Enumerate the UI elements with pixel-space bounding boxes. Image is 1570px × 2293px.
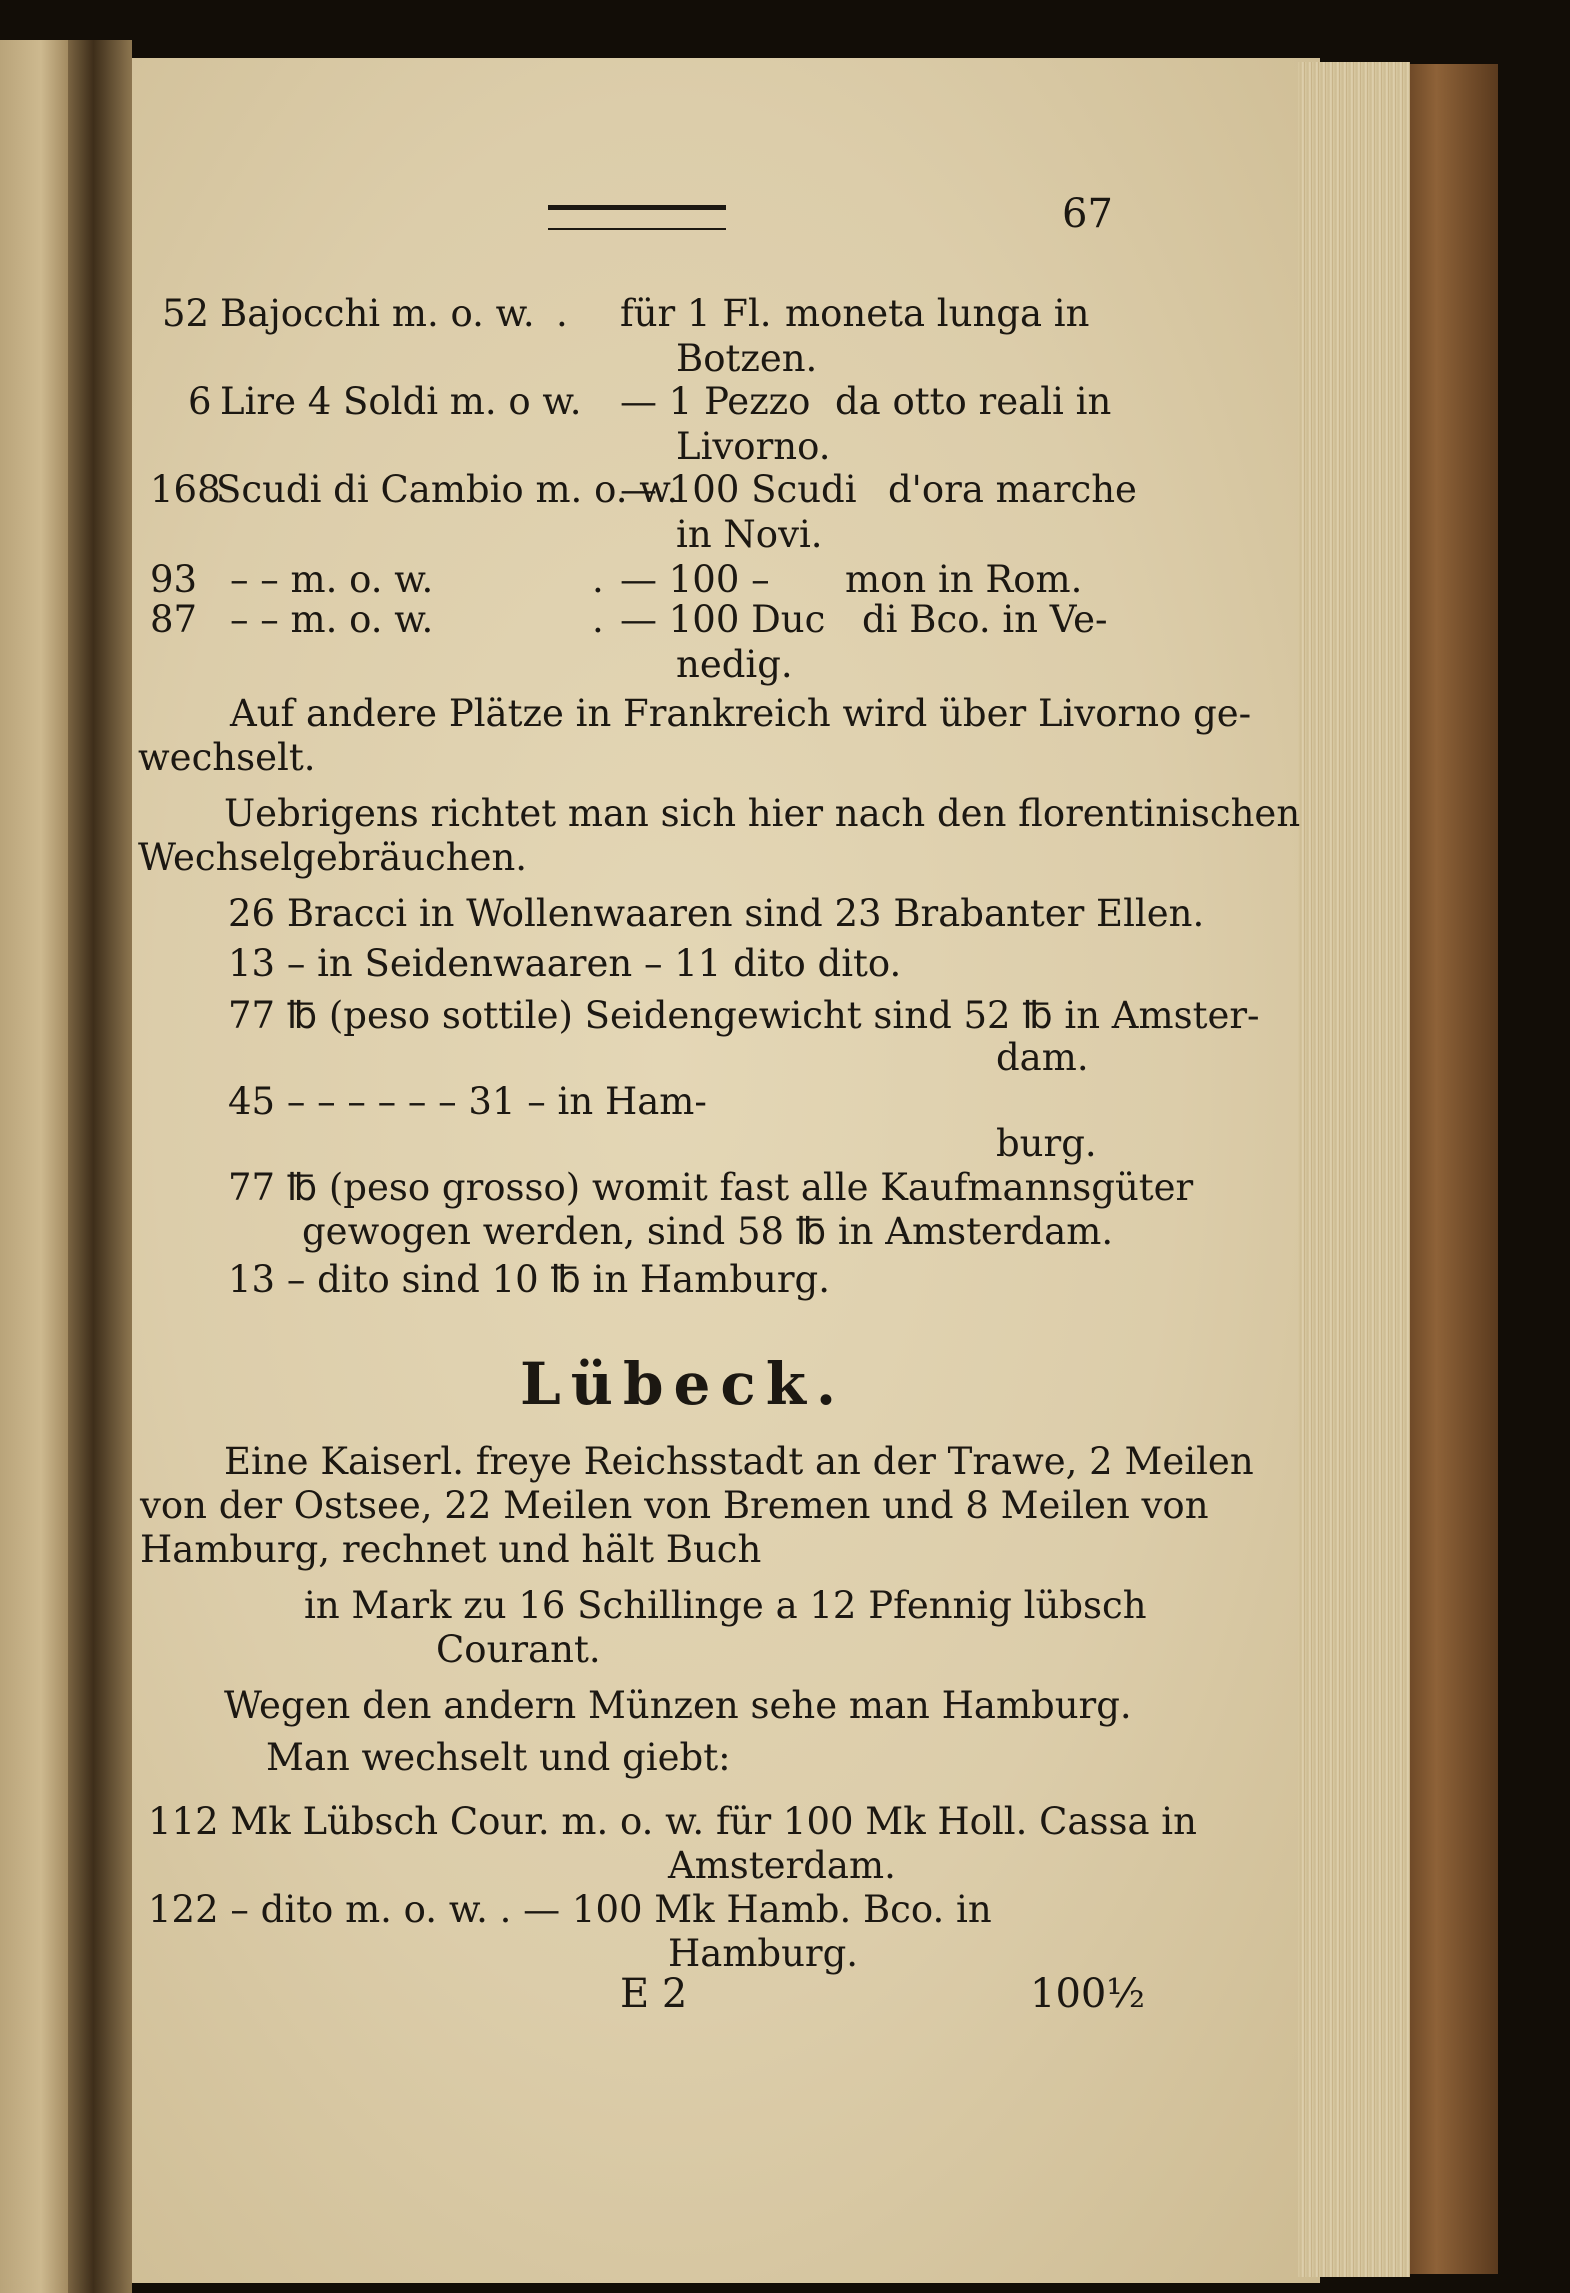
rate-amount: 6 xyxy=(188,380,212,423)
measure-line: 13 – in Seidenwaaren – 11 dito dito. xyxy=(228,942,902,985)
measure-line: 26 Bracci in Wollenwaaren sind 23 Brabanter Ellen. xyxy=(228,892,1205,935)
lubeck-intro-line: Hamburg, rechnet und hält Buch xyxy=(140,1528,762,1571)
rate-target: mon in Rom. xyxy=(845,558,1083,601)
lubeck-intro-line: von der Ostsee, 22 Meilen von Bremen und 8 Meilen von xyxy=(140,1484,1209,1527)
lubeck-intro-line: Eine Kaiserl. freye Reichsstadt an der Trawe, 2 Meilen xyxy=(224,1440,1254,1483)
rate-amount: 87 xyxy=(150,598,198,641)
note-customs-cont: Wechselgebräuchen. xyxy=(138,836,528,879)
lubeck-exchange-intro: Man wechselt und giebt: xyxy=(266,1736,731,1779)
rate-currency: Scudi di Cambio m. o. w. xyxy=(216,468,679,511)
rate-separator: . xyxy=(592,558,604,601)
exchange-row-cont: Amsterdam. xyxy=(668,1844,896,1887)
rate-row xyxy=(0,378,1570,428)
note-other-places-cont: wechselt. xyxy=(138,736,316,779)
rate-separator: . xyxy=(556,292,568,335)
rate-amount: 93 xyxy=(150,558,198,601)
rate-relation: — 100 Scudi xyxy=(620,468,857,511)
rate-currency: Lire 4 Soldi m. o w. xyxy=(220,380,582,423)
rate-row xyxy=(0,466,1570,516)
page-number: 67 xyxy=(1062,191,1113,237)
rate-currency: Bajocchi m. o. w. xyxy=(220,292,535,335)
lubeck-coins-note: Wegen den andern Münzen sehe man Hamburg. xyxy=(224,1684,1132,1727)
measure-line: 45 – – – – – – 31 – in Ham- xyxy=(228,1080,707,1123)
rate-continuation: Livorno. xyxy=(676,425,831,468)
catchword: 100½ xyxy=(1030,1971,1146,2017)
rate-row xyxy=(0,290,1570,340)
measure-line: 13 – dito sind 10 ℔ in Hamburg. xyxy=(228,1258,830,1301)
lubeck-currency: in Mark zu 16 Schillinge a 12 Pfennig lübsch xyxy=(304,1584,1147,1627)
note-other-places: Auf andere Plätze in Frankreich wird über Livorno ge- xyxy=(230,692,1252,735)
rate-row xyxy=(0,596,1570,646)
rate-relation: — 100 Duc xyxy=(620,598,826,641)
exchange-row-cont: Hamburg. xyxy=(668,1932,859,1975)
rate-amount: 52 xyxy=(162,292,210,335)
measure-continuation: dam. xyxy=(996,1036,1089,1079)
rate-continuation: in Novi. xyxy=(676,513,823,556)
exchange-row: 122 – dito m. o. w. . — 100 Mk Hamb. Bco. in xyxy=(148,1888,992,1931)
section-heading-lubeck: Lübeck. xyxy=(520,1350,847,1418)
measure-line: 77 ℔ (peso grosso) womit fast alle Kaufmannsgüter xyxy=(228,1166,1194,1209)
measure-continuation: burg. xyxy=(996,1122,1097,1165)
header-rule xyxy=(548,205,726,230)
rate-relation: — 1 Pezzo xyxy=(620,380,811,423)
rate-target: moneta lunga in xyxy=(785,292,1090,335)
signature-mark: E 2 xyxy=(620,1971,688,2017)
rate-amount: 168 xyxy=(150,468,221,511)
exchange-row: 112 Mk Lübsch Cour. m. o. w. für 100 Mk Holl. Cassa in xyxy=(148,1800,1197,1843)
note-customs: Uebrigens richtet man sich hier nach den florentinischen xyxy=(224,792,1301,835)
rate-relation: — 100 – xyxy=(620,558,770,601)
measure-continuation: gewogen werden, sind 58 ℔ in Amsterdam. xyxy=(302,1210,1114,1253)
rate-target: d'ora marche xyxy=(888,468,1137,511)
rate-target: da otto reali in xyxy=(835,380,1112,423)
rate-separator: . xyxy=(592,598,604,641)
rate-currency: – – m. o. w. xyxy=(230,558,434,601)
rate-target: di Bco. in Ve- xyxy=(862,598,1108,641)
rate-continuation: Botzen. xyxy=(676,337,818,380)
rate-relation: für 1 Fl. xyxy=(620,292,772,335)
rate-currency: – – m. o. w. xyxy=(230,598,434,641)
rate-continuation: nedig. xyxy=(676,643,793,686)
measure-line: 77 ℔ (peso sottile) Seidengewicht sind 52 ℔ in Amster- xyxy=(228,994,1260,1037)
lubeck-currency-cont: Courant. xyxy=(436,1628,601,1671)
